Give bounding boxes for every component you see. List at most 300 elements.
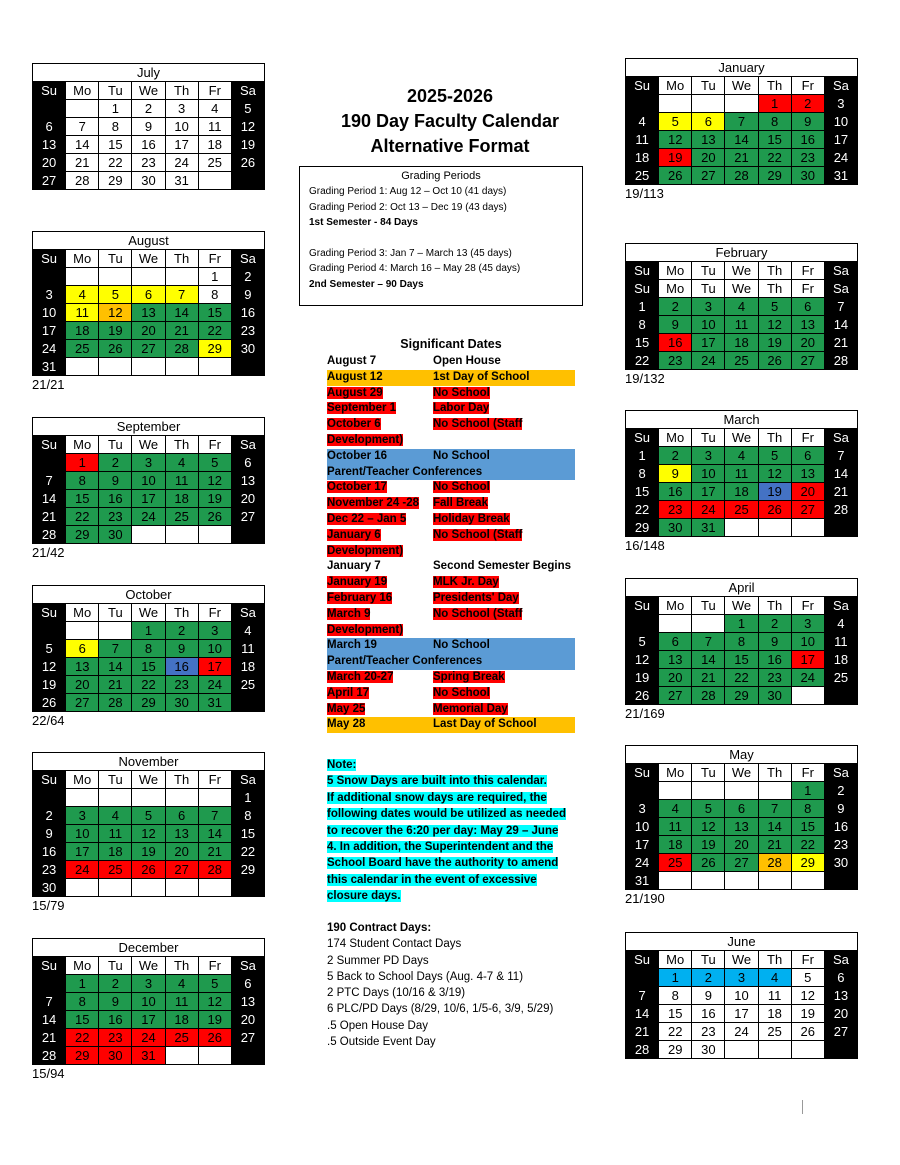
calendar-day: 11 <box>165 472 198 490</box>
weekday-header: Tu <box>692 597 725 615</box>
calendar-day: 8 <box>66 472 99 490</box>
note-heading: Note: <box>327 759 357 771</box>
significant-date: Parent/Teacher Conferences <box>327 655 483 668</box>
calendar-day <box>132 526 165 544</box>
calendar-day: 20 <box>165 843 198 861</box>
calendar-day: 22 <box>66 1029 99 1047</box>
calendar-day <box>165 789 198 807</box>
weekday-header: Fr <box>198 250 231 268</box>
calendar-day: Sa <box>824 280 857 298</box>
calendar-day: 28 <box>626 1041 659 1059</box>
weekday-header: We <box>132 604 165 622</box>
grading-periods-box <box>299 166 583 306</box>
calendar-day: 27 <box>231 1029 264 1047</box>
note-line: 4. In addition, the Superintendent and the <box>327 841 554 854</box>
calendar-day: 7 <box>66 118 99 136</box>
calendar-day: 11 <box>659 818 692 836</box>
calendar-day: 9 <box>99 993 132 1011</box>
calendar-day: 23 <box>659 352 692 370</box>
significant-date: Parent/Teacher Conferences <box>327 465 483 478</box>
calendar-day: 31 <box>198 694 231 712</box>
calendar-day: 1 <box>231 789 264 807</box>
calendar-day: 29 <box>132 694 165 712</box>
calendar-day: 6 <box>692 113 725 131</box>
title-name: 190 Day Faculty Calendar <box>340 111 560 131</box>
calendar-day: 1 <box>66 454 99 472</box>
calendar-day: 21 <box>33 1029 66 1047</box>
calendar-day: 29 <box>725 687 758 705</box>
calendar-day: 28 <box>758 854 791 872</box>
weekday-header: Su <box>33 771 66 789</box>
calendar-day <box>791 519 824 537</box>
calendar-day: 2 <box>99 975 132 993</box>
calendar-day: 16 <box>99 1011 132 1029</box>
calendar-day <box>824 1041 857 1059</box>
month-day-count: 21/169 <box>625 706 665 721</box>
calendar-july <box>32 63 265 206</box>
calendar-day: 25 <box>758 1023 791 1041</box>
weekday-header: Mo <box>659 77 692 95</box>
calendar-day: 3 <box>626 800 659 818</box>
calendar-day: 26 <box>626 687 659 705</box>
calendar-day: 17 <box>791 651 824 669</box>
calendar-day: 29 <box>231 861 264 879</box>
calendar-day: 12 <box>791 987 824 1005</box>
calendar-day <box>198 879 231 897</box>
calendar-day: 30 <box>132 172 165 190</box>
calendar-day: 22 <box>231 843 264 861</box>
significant-dates-heading: Significant Dates <box>400 337 502 351</box>
calendar-day <box>626 782 659 800</box>
calendar-day: 16 <box>791 131 824 149</box>
calendar-day: 2 <box>692 969 725 987</box>
calendar-day: 13 <box>692 131 725 149</box>
calendar-day: 28 <box>165 340 198 358</box>
calendar-day: 31 <box>824 167 857 185</box>
calendar-day <box>231 172 264 190</box>
calendar-day: 24 <box>791 669 824 687</box>
calendar-day: 8 <box>725 633 758 651</box>
calendar-day: 25 <box>99 861 132 879</box>
calendar-day <box>132 879 165 897</box>
calendar-day <box>33 789 66 807</box>
calendar-day: 24 <box>132 508 165 526</box>
calendar-day: 21 <box>758 836 791 854</box>
calendar-day <box>231 694 264 712</box>
calendar-day: 8 <box>626 465 659 483</box>
weekday-header: Mo <box>659 764 692 782</box>
calendar-day: 9 <box>824 800 857 818</box>
calendar-day: 24 <box>626 854 659 872</box>
calendar-day: 23 <box>231 322 264 340</box>
calendar-day: 25 <box>659 854 692 872</box>
calendar-day: 20 <box>659 669 692 687</box>
month-name: March <box>626 411 858 429</box>
calendar-day: 17 <box>66 843 99 861</box>
calendar-day: 6 <box>165 807 198 825</box>
weekday-header: Fr <box>791 262 824 280</box>
weekday-header: Su <box>626 77 659 95</box>
calendar-day <box>725 519 758 537</box>
calendar-day <box>33 454 66 472</box>
calendar-day: 6 <box>231 975 264 993</box>
calendar-day: 24 <box>66 861 99 879</box>
calendar-day: 30 <box>824 854 857 872</box>
calendar-day: 6 <box>231 454 264 472</box>
calendar-day: 9 <box>99 472 132 490</box>
significant-date: Development) <box>327 544 404 557</box>
calendar-day <box>758 519 791 537</box>
month-name: September <box>33 418 265 436</box>
calendar-day: 30 <box>659 519 692 537</box>
calendar-day: 11 <box>165 993 198 1011</box>
calendar-day: 21 <box>33 508 66 526</box>
calendar-day: 16 <box>758 651 791 669</box>
calendar-day: 20 <box>824 1005 857 1023</box>
calendar-day: 25 <box>231 676 264 694</box>
calendar-day <box>132 789 165 807</box>
contract-day-item: 2 Summer PD Days <box>327 954 429 967</box>
calendar-day: 14 <box>165 304 198 322</box>
calendar-day: 12 <box>626 651 659 669</box>
calendar-day: 3 <box>824 95 857 113</box>
calendar-day: 3 <box>66 807 99 825</box>
calendar-day: 13 <box>231 472 264 490</box>
calendar-day <box>626 95 659 113</box>
significant-event: No School <box>433 686 490 699</box>
calendar-day: 4 <box>758 969 791 987</box>
calendar-day: 4 <box>99 807 132 825</box>
calendar-day: 20 <box>692 149 725 167</box>
calendar-day <box>198 789 231 807</box>
calendar-day: 7 <box>33 472 66 490</box>
month-name: November <box>33 753 265 771</box>
calendar-day: 26 <box>758 352 791 370</box>
weekday-header: We <box>725 262 758 280</box>
calendar-day: 5 <box>791 969 824 987</box>
calendar-day: 9 <box>165 640 198 658</box>
calendar-day: 6 <box>791 447 824 465</box>
significant-date-row <box>327 496 575 512</box>
calendar-day <box>66 879 99 897</box>
calendar-day: 18 <box>99 843 132 861</box>
calendar-day: 26 <box>758 501 791 519</box>
significant-dates <box>327 337 575 733</box>
calendar-day: 17 <box>626 836 659 854</box>
month-day-count: 19/113 <box>625 186 664 201</box>
calendar-day <box>165 358 198 376</box>
significant-date-row <box>327 717 575 733</box>
calendar-day: 16 <box>659 483 692 501</box>
calendar-day: 21 <box>99 676 132 694</box>
weekday-header: Th <box>165 436 198 454</box>
calendar-day: 8 <box>659 987 692 1005</box>
calendar-day: 6 <box>659 633 692 651</box>
significant-date: January 19 <box>327 576 388 589</box>
calendar-day <box>659 872 692 890</box>
calendar-day: 1 <box>132 622 165 640</box>
contract-day-item: 174 Student Contact Days <box>327 938 462 951</box>
significant-date-row <box>327 670 575 686</box>
weekday-header: Su <box>33 957 66 975</box>
calendar-day <box>725 95 758 113</box>
calendar-day: 25 <box>165 508 198 526</box>
calendar-day: 10 <box>626 818 659 836</box>
calendar-day: 14 <box>758 818 791 836</box>
calendar-day: 5 <box>231 100 264 118</box>
weekday-header: Sa <box>824 764 857 782</box>
significant-event: No School <box>433 639 490 652</box>
calendar-day: 28 <box>692 687 725 705</box>
weekday-header: Tu <box>99 771 132 789</box>
calendar-day <box>33 268 66 286</box>
calendar-day: 4 <box>66 286 99 304</box>
calendar-day: 11 <box>725 465 758 483</box>
significant-event: Labor Day <box>433 402 490 415</box>
calendar-day: 17 <box>692 483 725 501</box>
calendar-day: 21 <box>165 322 198 340</box>
calendar-day: 18 <box>165 1011 198 1029</box>
calendar-day: 2 <box>659 298 692 316</box>
significant-date-row <box>327 654 575 670</box>
calendar-day: 30 <box>33 879 66 897</box>
significant-date: October 16 <box>327 449 388 462</box>
calendar-day: 22 <box>626 352 659 370</box>
significant-date-row <box>327 354 575 370</box>
calendar-day: 17 <box>33 322 66 340</box>
calendar-day: 12 <box>99 304 132 322</box>
calendar-day: 1 <box>626 298 659 316</box>
calendar-day: 26 <box>132 861 165 879</box>
calendar-day: 15 <box>66 490 99 508</box>
weekday-header: We <box>725 597 758 615</box>
significant-date: October 17 <box>327 481 388 494</box>
calendar-day <box>231 358 264 376</box>
calendar-day: 23 <box>824 836 857 854</box>
significant-date-row <box>327 512 575 528</box>
title-year: 2025-2026 <box>406 86 494 106</box>
calendar-day: 3 <box>132 975 165 993</box>
calendar-day: 13 <box>66 658 99 676</box>
weekday-header: Th <box>165 957 198 975</box>
calendar-day <box>791 687 824 705</box>
calendar-day: 15 <box>626 483 659 501</box>
calendar-day: 12 <box>659 131 692 149</box>
calendar-day: 29 <box>198 340 231 358</box>
weekday-header: We <box>725 951 758 969</box>
calendar-day <box>198 526 231 544</box>
weekday-header: Mo <box>66 957 99 975</box>
weekday-header: Tu <box>99 957 132 975</box>
note-line: this calendar in the event of excessive <box>327 873 537 886</box>
significant-event: Fall Break <box>433 497 488 510</box>
calendar-day: 26 <box>659 167 692 185</box>
calendar-day: 18 <box>198 136 231 154</box>
calendar-day: 20 <box>725 836 758 854</box>
calendar-day: 1 <box>791 782 824 800</box>
calendar-day: 7 <box>758 800 791 818</box>
calendar-day: 4 <box>231 622 264 640</box>
contract-days <box>327 920 587 1050</box>
calendar-day: 21 <box>626 1023 659 1041</box>
calendar-day: 5 <box>132 807 165 825</box>
calendar-day: 31 <box>626 872 659 890</box>
calendar-day: 12 <box>758 316 791 334</box>
significant-event: Spring Break <box>433 670 505 683</box>
significant-date-row <box>327 638 575 654</box>
calendar-day: 2 <box>758 615 791 633</box>
calendar-day: 20 <box>132 322 165 340</box>
snow-day-note <box>327 757 571 905</box>
weekday-header: Tu <box>99 82 132 100</box>
calendar-day: 15 <box>66 1011 99 1029</box>
calendar-day: 26 <box>33 694 66 712</box>
calendar-day: 7 <box>692 633 725 651</box>
text-cursor <box>802 1100 803 1114</box>
calendar-day: 30 <box>99 526 132 544</box>
calendar-day: 19 <box>132 843 165 861</box>
calendar-august <box>32 231 265 392</box>
calendar-day: 19 <box>198 490 231 508</box>
calendar-day <box>66 789 99 807</box>
calendar-day: 18 <box>659 836 692 854</box>
significant-event: Second Semester Begins <box>433 560 572 573</box>
month-day-count <box>625 1060 858 1075</box>
significant-date: May 28 <box>327 718 366 731</box>
contract-days-heading: 190 Contract Days: <box>327 922 432 934</box>
calendar-day: 6 <box>33 118 66 136</box>
calendar-day: 8 <box>198 286 231 304</box>
calendar-may <box>625 745 858 906</box>
weekday-header: Su <box>626 429 659 447</box>
calendar-day: 15 <box>758 131 791 149</box>
calendar-day: 9 <box>659 465 692 483</box>
calendar-day: 28 <box>99 694 132 712</box>
calendar-day <box>231 526 264 544</box>
weekday-header: Su <box>626 951 659 969</box>
weekday-header: Fr <box>791 77 824 95</box>
calendar-day: 17 <box>165 136 198 154</box>
calendar-day: 27 <box>33 172 66 190</box>
calendar-day: 14 <box>692 651 725 669</box>
significant-date: March 19 <box>327 639 377 652</box>
calendar-day: 4 <box>626 113 659 131</box>
significant-date-row <box>327 528 575 544</box>
calendar-day: 18 <box>165 490 198 508</box>
calendar-day: 8 <box>626 316 659 334</box>
calendar-day: 5 <box>626 633 659 651</box>
calendar-day: 7 <box>824 447 857 465</box>
calendar-day: 10 <box>33 304 66 322</box>
weekday-header: Th <box>165 771 198 789</box>
calendar-day: 23 <box>165 676 198 694</box>
calendar-day: 27 <box>824 1023 857 1041</box>
calendar-day <box>99 622 132 640</box>
calendar-day: 14 <box>824 316 857 334</box>
month-name: July <box>33 64 265 82</box>
calendar-day: 11 <box>626 131 659 149</box>
calendar-day: 25 <box>66 340 99 358</box>
significant-date-row <box>327 417 575 433</box>
calendar-day: 9 <box>758 633 791 651</box>
significant-date: January 7 <box>327 560 381 573</box>
weekday-header: Th <box>165 82 198 100</box>
significant-date: Development) <box>327 623 404 636</box>
calendar-day: 25 <box>198 154 231 172</box>
calendar-day <box>725 782 758 800</box>
calendar-day: 14 <box>33 1011 66 1029</box>
calendar-day: 8 <box>791 800 824 818</box>
calendar-day: Th <box>758 280 791 298</box>
calendar-day: 14 <box>725 131 758 149</box>
calendar-day: 28 <box>725 167 758 185</box>
calendar-day <box>99 879 132 897</box>
calendar-day: 22 <box>66 508 99 526</box>
weekday-header: We <box>725 764 758 782</box>
calendar-day: 27 <box>791 501 824 519</box>
calendar-day: 10 <box>165 118 198 136</box>
weekday-header: Tu <box>692 77 725 95</box>
calendar-day: 4 <box>659 800 692 818</box>
calendar-day: We <box>725 280 758 298</box>
weekday-header: Su <box>626 262 659 280</box>
calendar-day: 13 <box>659 651 692 669</box>
calendar-day: 30 <box>692 1041 725 1059</box>
calendar-day <box>99 268 132 286</box>
weekday-header: Th <box>758 262 791 280</box>
calendar-day: 2 <box>165 622 198 640</box>
weekday-header: Sa <box>824 77 857 95</box>
significant-event: No School <box>433 386 490 399</box>
calendar-day: 13 <box>33 136 66 154</box>
calendar-day <box>791 1041 824 1059</box>
calendar-day: 18 <box>725 334 758 352</box>
calendar-day: 15 <box>231 825 264 843</box>
weekday-header: Fr <box>198 82 231 100</box>
month-day-count: 15/94 <box>32 1066 65 1081</box>
calendar-day: 9 <box>33 825 66 843</box>
calendar-day: 19 <box>198 1011 231 1029</box>
weekday-header: Sa <box>231 82 264 100</box>
weekday-header: Sa <box>824 262 857 280</box>
calendar-day: 21 <box>824 483 857 501</box>
significant-date: August 7 <box>327 355 377 367</box>
calendar-day: 10 <box>824 113 857 131</box>
weekday-header: Th <box>758 429 791 447</box>
calendar-day: 15 <box>198 304 231 322</box>
calendar-day: 18 <box>66 322 99 340</box>
calendar-day: 16 <box>824 818 857 836</box>
calendar-day: 12 <box>692 818 725 836</box>
calendar-day: 28 <box>66 172 99 190</box>
significant-date: January 6 <box>327 528 381 541</box>
calendar-day: 5 <box>198 975 231 993</box>
calendar-day: 9 <box>132 118 165 136</box>
calendar-day: 13 <box>791 465 824 483</box>
calendar-day: 17 <box>824 131 857 149</box>
calendar-day: 4 <box>824 615 857 633</box>
calendar-day <box>791 872 824 890</box>
calendar-day <box>824 687 857 705</box>
calendar-day: 4 <box>725 447 758 465</box>
calendar-day: 19 <box>659 149 692 167</box>
calendar-day: 19 <box>791 1005 824 1023</box>
calendar-day: 11 <box>725 316 758 334</box>
weekday-header: Fr <box>198 436 231 454</box>
calendar-day: 30 <box>165 694 198 712</box>
calendar-day: 20 <box>33 154 66 172</box>
calendar-day: 23 <box>33 861 66 879</box>
